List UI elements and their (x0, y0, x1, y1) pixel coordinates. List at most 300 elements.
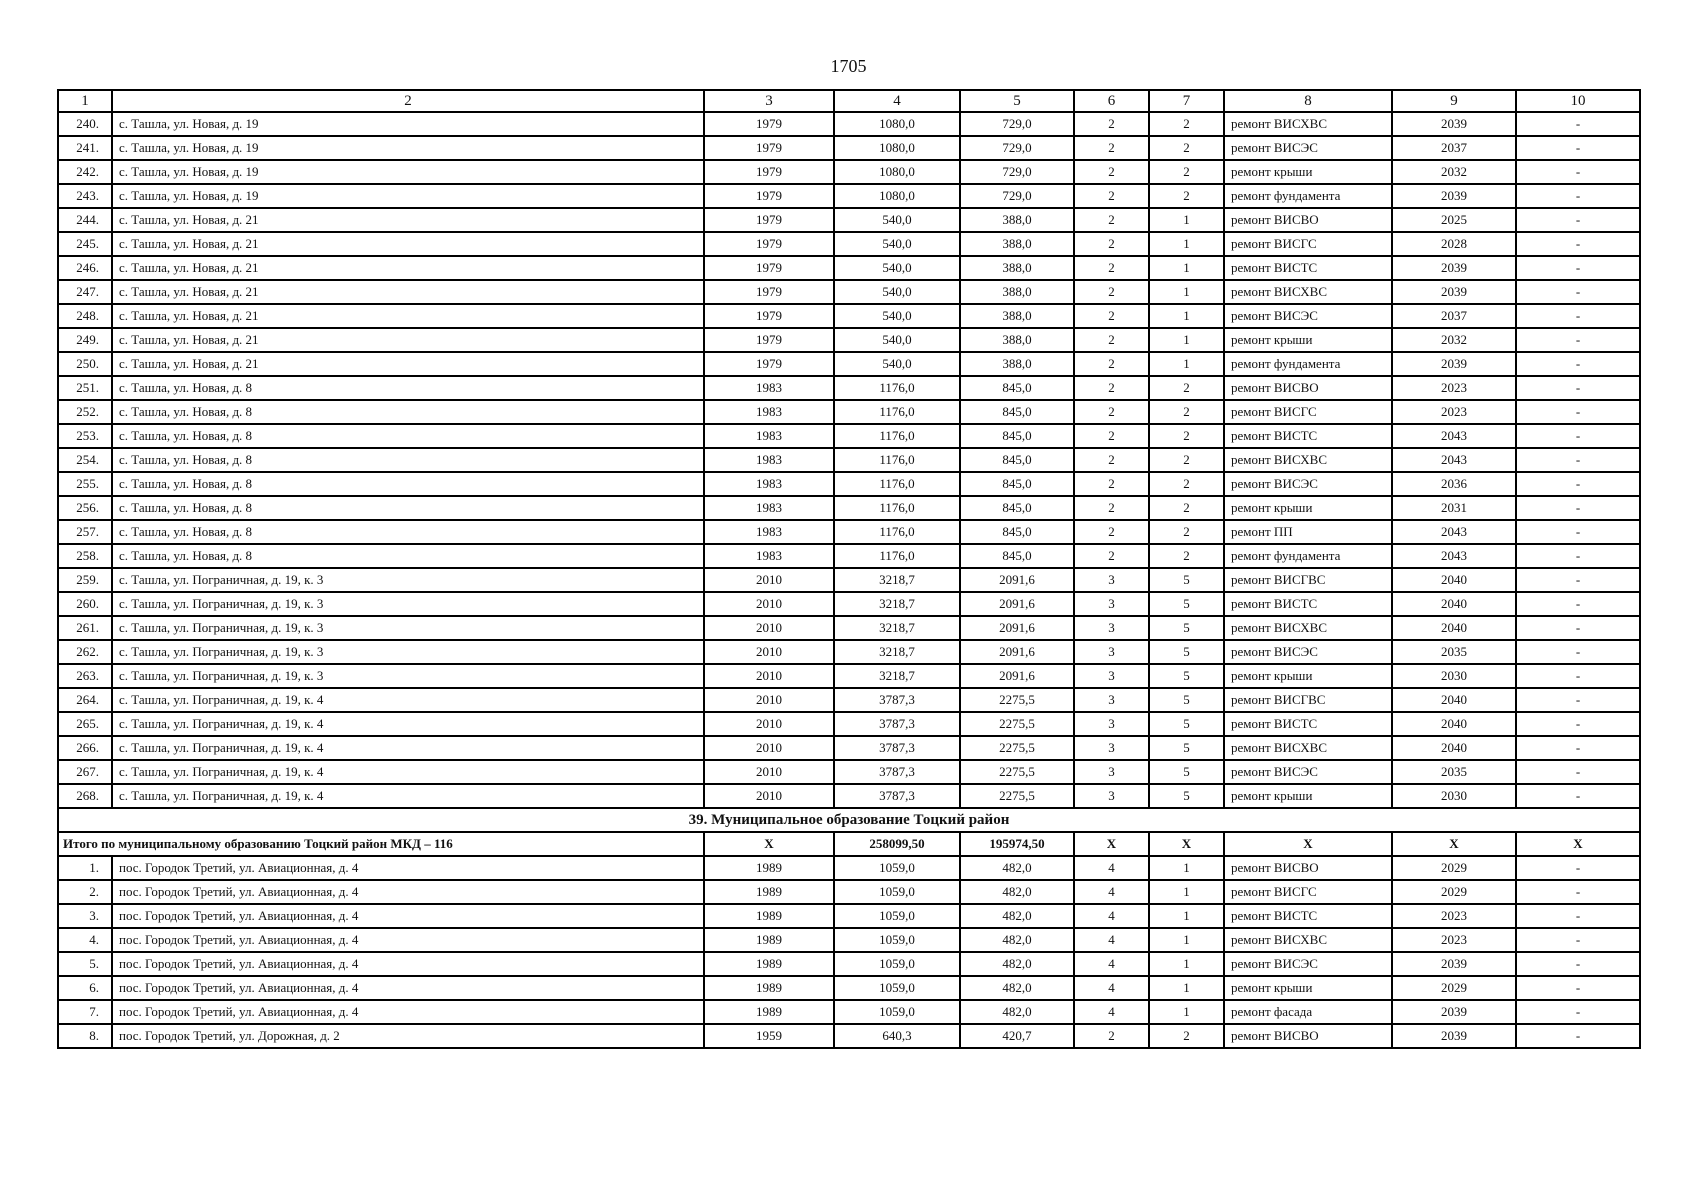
column-number-row (58, 90, 1640, 112)
table-row (58, 256, 1640, 280)
living-area-cell: 845,0 (960, 424, 1074, 448)
total-area-cell: 3787,3 (834, 784, 960, 808)
row-number-cell: 265. (58, 712, 112, 736)
row-number-cell: 250. (58, 352, 112, 376)
living-area-cell: 482,0 (960, 880, 1074, 904)
entrances-count-cell: 1 (1149, 880, 1224, 904)
total-area-cell: 1059,0 (834, 976, 960, 1000)
floors-count-cell: 2 (1074, 424, 1149, 448)
work-type-cell: ремонт ВИСТС (1224, 904, 1392, 928)
entrances-count-cell: 2 (1149, 448, 1224, 472)
year-built-cell: 1989 (704, 976, 834, 1000)
note-cell: - (1516, 544, 1640, 568)
total-area-cell: 3218,7 (834, 568, 960, 592)
planned-year-cell: 2036 (1392, 472, 1516, 496)
total-area-cell: 3787,3 (834, 760, 960, 784)
address-cell: с. Ташла, ул. Новая, д. 19 (112, 112, 704, 136)
address-cell: с. Ташла, ул. Новая, д. 8 (112, 544, 704, 568)
note-cell: - (1516, 256, 1640, 280)
planned-year-cell: 2040 (1392, 712, 1516, 736)
floors-count-cell: 3 (1074, 664, 1149, 688)
floors-count-cell: 3 (1074, 616, 1149, 640)
row-number-cell: 241. (58, 136, 112, 160)
entrances-count-cell: 2 (1149, 136, 1224, 160)
total-area-cell: 1176,0 (834, 520, 960, 544)
year-built-cell: 1983 (704, 400, 834, 424)
total-area-cell: 3787,3 (834, 712, 960, 736)
row-number-cell: 242. (58, 160, 112, 184)
year-built-cell: 1979 (704, 208, 834, 232)
address-cell: с. Ташла, ул. Новая, д. 19 (112, 184, 704, 208)
living-area-cell: 388,0 (960, 304, 1074, 328)
floors-count-cell: 2 (1074, 208, 1149, 232)
floors-count-cell: 4 (1074, 904, 1149, 928)
table-row (58, 856, 1640, 880)
total-area-cell: 1080,0 (834, 184, 960, 208)
total-area-cell: 540,0 (834, 280, 960, 304)
floors-count-cell: 3 (1074, 736, 1149, 760)
total-cell: 195974,50 (960, 832, 1074, 856)
row-number-cell: 1. (58, 856, 112, 880)
year-built-cell: 1979 (704, 184, 834, 208)
work-type-cell: ремонт крыши (1224, 160, 1392, 184)
row-number-cell: 245. (58, 232, 112, 256)
year-built-cell: 1983 (704, 520, 834, 544)
year-built-cell: 2010 (704, 712, 834, 736)
row-number-cell: 257. (58, 520, 112, 544)
table-row (58, 280, 1640, 304)
row-number-cell: 267. (58, 760, 112, 784)
table-row (58, 568, 1640, 592)
address-cell: с. Ташла, ул. Новая, д. 8 (112, 496, 704, 520)
year-built-cell: 1979 (704, 160, 834, 184)
work-type-cell: ремонт ПП (1224, 520, 1392, 544)
address-cell: пос. Городок Третий, ул. Авиационная, д. 4 (112, 1000, 704, 1024)
address-cell: пос. Городок Третий, ул. Авиационная, д. 4 (112, 976, 704, 1000)
floors-count-cell: 4 (1074, 976, 1149, 1000)
floors-count-cell: 2 (1074, 520, 1149, 544)
entrances-count-cell: 5 (1149, 616, 1224, 640)
planned-year-cell: 2039 (1392, 352, 1516, 376)
living-area-cell: 388,0 (960, 208, 1074, 232)
floors-count-cell: 2 (1074, 232, 1149, 256)
planned-year-cell: 2039 (1392, 1000, 1516, 1024)
planned-year-cell: 2032 (1392, 160, 1516, 184)
row-number-cell: 246. (58, 256, 112, 280)
living-area-cell: 482,0 (960, 904, 1074, 928)
entrances-count-cell: 2 (1149, 472, 1224, 496)
address-cell: с. Ташла, ул. Пограничная, д. 19, к. 4 (112, 712, 704, 736)
note-cell: - (1516, 1024, 1640, 1048)
year-built-cell: 1979 (704, 136, 834, 160)
floors-count-cell: 2 (1074, 352, 1149, 376)
floors-count-cell: 2 (1074, 544, 1149, 568)
address-cell: с. Ташла, ул. Пограничная, д. 19, к. 3 (112, 616, 704, 640)
total-cell: 258099,50 (834, 832, 960, 856)
living-area-cell: 845,0 (960, 544, 1074, 568)
column-header: 6 (1074, 90, 1149, 112)
floors-count-cell: 2 (1074, 496, 1149, 520)
row-number-cell: 2. (58, 880, 112, 904)
address-cell: пос. Городок Третий, ул. Авиационная, д. 4 (112, 880, 704, 904)
work-type-cell: ремонт фундамента (1224, 544, 1392, 568)
note-cell: - (1516, 1000, 1640, 1024)
row-number-cell: 255. (58, 472, 112, 496)
work-type-cell: ремонт ВИСВО (1224, 208, 1392, 232)
work-type-cell: ремонт ВИСТС (1224, 256, 1392, 280)
total-area-cell: 1176,0 (834, 400, 960, 424)
note-cell: - (1516, 472, 1640, 496)
planned-year-cell: 2032 (1392, 328, 1516, 352)
row-number-cell: 259. (58, 568, 112, 592)
total-area-cell: 540,0 (834, 256, 960, 280)
work-type-cell: ремонт крыши (1224, 496, 1392, 520)
row-number-cell: 7. (58, 1000, 112, 1024)
table-row (58, 712, 1640, 736)
planned-year-cell: 2043 (1392, 424, 1516, 448)
entrances-count-cell: 5 (1149, 592, 1224, 616)
year-built-cell: 1983 (704, 376, 834, 400)
entrances-count-cell: 5 (1149, 736, 1224, 760)
entrances-count-cell: 2 (1149, 112, 1224, 136)
row-number-cell: 244. (58, 208, 112, 232)
total-area-cell: 1176,0 (834, 472, 960, 496)
note-cell: - (1516, 376, 1640, 400)
work-type-cell: ремонт ВИСВО (1224, 1024, 1392, 1048)
row-number-cell: 266. (58, 736, 112, 760)
planned-year-cell: 2023 (1392, 928, 1516, 952)
planned-year-cell: 2039 (1392, 112, 1516, 136)
floors-count-cell: 2 (1074, 184, 1149, 208)
address-cell: пос. Городок Третий, ул. Авиационная, д. 4 (112, 856, 704, 880)
total-row (58, 832, 1640, 856)
table-row (58, 664, 1640, 688)
year-built-cell: 2010 (704, 592, 834, 616)
entrances-count-cell: 2 (1149, 376, 1224, 400)
living-area-cell: 482,0 (960, 856, 1074, 880)
living-area-cell: 388,0 (960, 280, 1074, 304)
total-area-cell: 1176,0 (834, 544, 960, 568)
entrances-count-cell: 2 (1149, 1024, 1224, 1048)
note-cell: - (1516, 880, 1640, 904)
year-built-cell: 1979 (704, 328, 834, 352)
column-header: 4 (834, 90, 960, 112)
row-number-cell: 8. (58, 1024, 112, 1048)
year-built-cell: 2010 (704, 616, 834, 640)
address-cell: с. Ташла, ул. Пограничная, д. 19, к. 3 (112, 640, 704, 664)
address-cell: с. Ташла, ул. Новая, д. 21 (112, 280, 704, 304)
work-type-cell: ремонт ВИСХВС (1224, 616, 1392, 640)
living-area-cell: 845,0 (960, 448, 1074, 472)
row-number-cell: 251. (58, 376, 112, 400)
floors-count-cell: 3 (1074, 712, 1149, 736)
row-number-cell: 243. (58, 184, 112, 208)
total-area-cell: 3218,7 (834, 616, 960, 640)
table-row (58, 784, 1640, 808)
entrances-count-cell: 1 (1149, 256, 1224, 280)
floors-count-cell: 2 (1074, 1024, 1149, 1048)
living-area-cell: 2091,6 (960, 568, 1074, 592)
year-built-cell: 1983 (704, 544, 834, 568)
total-area-cell: 1059,0 (834, 952, 960, 976)
planned-year-cell: 2039 (1392, 256, 1516, 280)
total-area-cell: 1059,0 (834, 904, 960, 928)
table-row (58, 400, 1640, 424)
work-type-cell: ремонт ВИСЭС (1224, 136, 1392, 160)
address-cell: с. Ташла, ул. Пограничная, д. 19, к. 4 (112, 760, 704, 784)
entrances-count-cell: 5 (1149, 664, 1224, 688)
repair-schedule-table (57, 89, 1641, 1049)
note-cell: - (1516, 160, 1640, 184)
work-type-cell: ремонт крыши (1224, 328, 1392, 352)
year-built-cell: 1979 (704, 304, 834, 328)
entrances-count-cell: 5 (1149, 688, 1224, 712)
living-area-cell: 388,0 (960, 352, 1074, 376)
row-number-cell: 4. (58, 928, 112, 952)
work-type-cell: ремонт ВИСЭС (1224, 472, 1392, 496)
total-area-cell: 540,0 (834, 328, 960, 352)
note-cell: - (1516, 664, 1640, 688)
planned-year-cell: 2040 (1392, 688, 1516, 712)
floors-count-cell: 2 (1074, 328, 1149, 352)
entrances-count-cell: 2 (1149, 496, 1224, 520)
work-type-cell: ремонт ВИСГВС (1224, 568, 1392, 592)
note-cell: - (1516, 184, 1640, 208)
note-cell: - (1516, 496, 1640, 520)
entrances-count-cell: 5 (1149, 640, 1224, 664)
total-area-cell: 3787,3 (834, 688, 960, 712)
row-number-cell: 264. (58, 688, 112, 712)
table-row (58, 376, 1640, 400)
entrances-count-cell: 2 (1149, 184, 1224, 208)
planned-year-cell: 2043 (1392, 520, 1516, 544)
total-area-cell: 1059,0 (834, 1000, 960, 1024)
planned-year-cell: 2037 (1392, 304, 1516, 328)
year-built-cell: 2010 (704, 664, 834, 688)
entrances-count-cell: 1 (1149, 304, 1224, 328)
year-built-cell: 1959 (704, 1024, 834, 1048)
work-type-cell: ремонт ВИСГС (1224, 232, 1392, 256)
table-row (58, 160, 1640, 184)
planned-year-cell: 2025 (1392, 208, 1516, 232)
address-cell: с. Ташла, ул. Пограничная, д. 19, к. 3 (112, 592, 704, 616)
living-area-cell: 482,0 (960, 928, 1074, 952)
planned-year-cell: 2043 (1392, 544, 1516, 568)
planned-year-cell: 2043 (1392, 448, 1516, 472)
entrances-count-cell: 1 (1149, 352, 1224, 376)
floors-count-cell: 4 (1074, 928, 1149, 952)
note-cell: - (1516, 688, 1640, 712)
planned-year-cell: 2039 (1392, 1024, 1516, 1048)
address-cell: с. Ташла, ул. Новая, д. 19 (112, 160, 704, 184)
note-cell: - (1516, 976, 1640, 1000)
total-area-cell: 1059,0 (834, 856, 960, 880)
note-cell: - (1516, 904, 1640, 928)
work-type-cell: ремонт ВИСЭС (1224, 952, 1392, 976)
planned-year-cell: 2023 (1392, 400, 1516, 424)
table-body (58, 90, 1640, 1048)
note-cell: - (1516, 136, 1640, 160)
row-number-cell: 256. (58, 496, 112, 520)
column-header: 7 (1149, 90, 1224, 112)
living-area-cell: 482,0 (960, 1000, 1074, 1024)
living-area-cell: 845,0 (960, 472, 1074, 496)
address-cell: пос. Городок Третий, ул. Авиационная, д. 4 (112, 928, 704, 952)
row-number-cell: 262. (58, 640, 112, 664)
table-row (58, 952, 1640, 976)
entrances-count-cell: 2 (1149, 544, 1224, 568)
section-header-row (58, 808, 1640, 832)
work-type-cell: ремонт ВИСХВС (1224, 928, 1392, 952)
table-row (58, 208, 1640, 232)
note-cell: - (1516, 592, 1640, 616)
address-cell: с. Ташла, ул. Пограничная, д. 19, к. 4 (112, 736, 704, 760)
living-area-cell: 729,0 (960, 160, 1074, 184)
planned-year-cell: 2028 (1392, 232, 1516, 256)
total-cell: X (1149, 832, 1224, 856)
work-type-cell: ремонт ВИСЭС (1224, 304, 1392, 328)
table-row (58, 136, 1640, 160)
address-cell: с. Ташла, ул. Новая, д. 8 (112, 376, 704, 400)
note-cell: - (1516, 616, 1640, 640)
planned-year-cell: 2029 (1392, 856, 1516, 880)
total-area-cell: 1080,0 (834, 112, 960, 136)
table-row (58, 520, 1640, 544)
living-area-cell: 2275,5 (960, 784, 1074, 808)
floors-count-cell: 2 (1074, 280, 1149, 304)
note-cell: - (1516, 784, 1640, 808)
work-type-cell: ремонт ВИСГВС (1224, 688, 1392, 712)
year-built-cell: 1979 (704, 232, 834, 256)
planned-year-cell: 2039 (1392, 184, 1516, 208)
total-area-cell: 3218,7 (834, 664, 960, 688)
table-row (58, 496, 1640, 520)
entrances-count-cell: 1 (1149, 928, 1224, 952)
table-row (58, 352, 1640, 376)
address-cell: с. Ташла, ул. Новая, д. 21 (112, 256, 704, 280)
floors-count-cell: 3 (1074, 568, 1149, 592)
total-area-cell: 540,0 (834, 352, 960, 376)
floors-count-cell: 3 (1074, 592, 1149, 616)
row-number-cell: 253. (58, 424, 112, 448)
work-type-cell: ремонт фундамента (1224, 352, 1392, 376)
row-number-cell: 258. (58, 544, 112, 568)
address-cell: с. Ташла, ул. Новая, д. 21 (112, 232, 704, 256)
planned-year-cell: 2040 (1392, 568, 1516, 592)
total-area-cell: 3787,3 (834, 736, 960, 760)
note-cell: - (1516, 640, 1640, 664)
total-area-cell: 640,3 (834, 1024, 960, 1048)
living-area-cell: 482,0 (960, 976, 1074, 1000)
table-row (58, 184, 1640, 208)
total-area-cell: 3218,7 (834, 640, 960, 664)
entrances-count-cell: 2 (1149, 400, 1224, 424)
note-cell: - (1516, 448, 1640, 472)
work-type-cell: ремонт крыши (1224, 784, 1392, 808)
table-row (58, 328, 1640, 352)
year-built-cell: 1989 (704, 1000, 834, 1024)
row-number-cell: 3. (58, 904, 112, 928)
table-row (58, 904, 1640, 928)
address-cell: пос. Городок Третий, ул. Авиационная, д. 4 (112, 952, 704, 976)
total-area-cell: 1059,0 (834, 880, 960, 904)
note-cell: - (1516, 304, 1640, 328)
work-type-cell: ремонт крыши (1224, 664, 1392, 688)
section-title: 39. Муниципальное образование Тоцкий район (58, 808, 1640, 832)
entrances-count-cell: 5 (1149, 568, 1224, 592)
row-number-cell: 247. (58, 280, 112, 304)
planned-year-cell: 2040 (1392, 736, 1516, 760)
planned-year-cell: 2040 (1392, 592, 1516, 616)
table-row (58, 232, 1640, 256)
total-area-cell: 1080,0 (834, 160, 960, 184)
floors-count-cell: 2 (1074, 376, 1149, 400)
floors-count-cell: 2 (1074, 448, 1149, 472)
row-number-cell: 5. (58, 952, 112, 976)
address-cell: с. Ташла, ул. Новая, д. 8 (112, 424, 704, 448)
planned-year-cell: 2040 (1392, 616, 1516, 640)
year-built-cell: 1983 (704, 496, 834, 520)
entrances-count-cell: 1 (1149, 952, 1224, 976)
year-built-cell: 1979 (704, 256, 834, 280)
table-row (58, 472, 1640, 496)
work-type-cell: ремонт фасада (1224, 1000, 1392, 1024)
floors-count-cell: 2 (1074, 472, 1149, 496)
address-cell: с. Ташла, ул. Новая, д. 8 (112, 472, 704, 496)
work-type-cell: ремонт ВИСХВС (1224, 112, 1392, 136)
year-built-cell: 2010 (704, 760, 834, 784)
work-type-cell: ремонт ВИСГС (1224, 400, 1392, 424)
living-area-cell: 2091,6 (960, 592, 1074, 616)
total-area-cell: 1176,0 (834, 376, 960, 400)
entrances-count-cell: 2 (1149, 160, 1224, 184)
floors-count-cell: 3 (1074, 640, 1149, 664)
planned-year-cell: 2029 (1392, 880, 1516, 904)
address-cell: с. Ташла, ул. Новая, д. 8 (112, 520, 704, 544)
work-type-cell: ремонт фундамента (1224, 184, 1392, 208)
floors-count-cell: 4 (1074, 856, 1149, 880)
entrances-count-cell: 1 (1149, 904, 1224, 928)
note-cell: - (1516, 424, 1640, 448)
total-label: Итого по муниципальному образованию Тоцкий район МКД – 116 (58, 832, 704, 856)
entrances-count-cell: 5 (1149, 784, 1224, 808)
living-area-cell: 388,0 (960, 232, 1074, 256)
year-built-cell: 2010 (704, 784, 834, 808)
living-area-cell: 2091,6 (960, 616, 1074, 640)
address-cell: с. Ташла, ул. Новая, д. 21 (112, 304, 704, 328)
living-area-cell: 2275,5 (960, 736, 1074, 760)
note-cell: - (1516, 232, 1640, 256)
column-header: 5 (960, 90, 1074, 112)
work-type-cell: ремонт ВИСВО (1224, 376, 1392, 400)
year-built-cell: 1983 (704, 424, 834, 448)
work-type-cell: ремонт ВИСГС (1224, 880, 1392, 904)
total-area-cell: 1176,0 (834, 424, 960, 448)
note-cell: - (1516, 328, 1640, 352)
entrances-count-cell: 1 (1149, 976, 1224, 1000)
floors-count-cell: 3 (1074, 784, 1149, 808)
total-area-cell: 1176,0 (834, 496, 960, 520)
entrances-count-cell: 1 (1149, 208, 1224, 232)
living-area-cell: 729,0 (960, 136, 1074, 160)
total-cell: X (1516, 832, 1640, 856)
entrances-count-cell: 1 (1149, 232, 1224, 256)
year-built-cell: 1989 (704, 928, 834, 952)
table-row (58, 112, 1640, 136)
living-area-cell: 420,7 (960, 1024, 1074, 1048)
note-cell: - (1516, 760, 1640, 784)
planned-year-cell: 2029 (1392, 976, 1516, 1000)
